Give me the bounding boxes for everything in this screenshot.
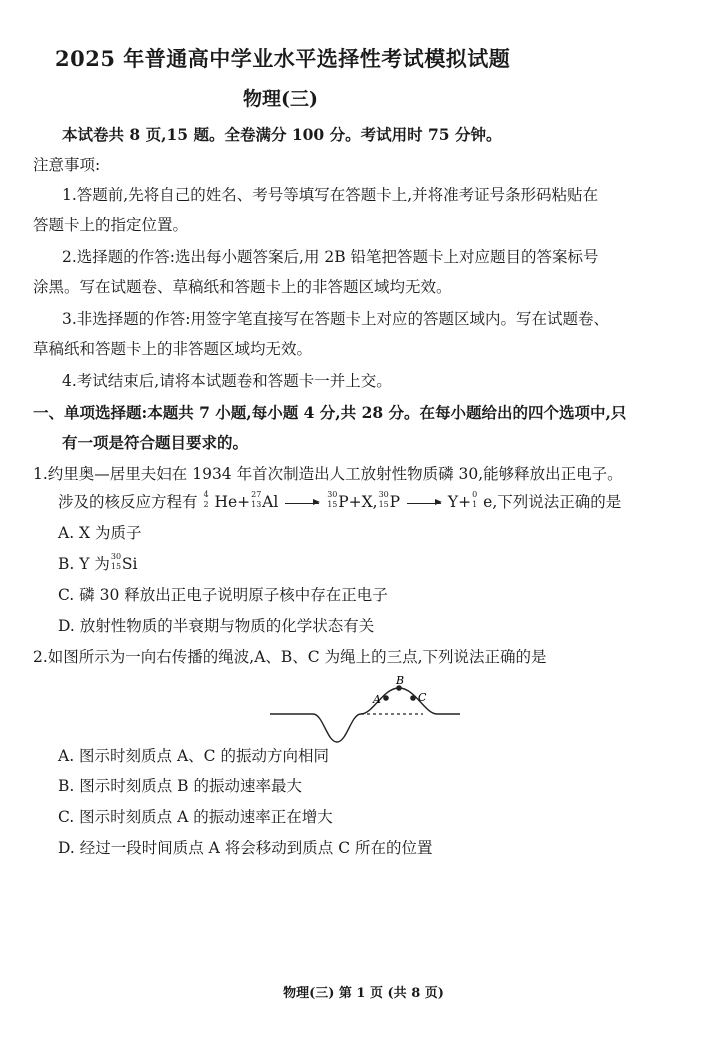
q1-stem-line-2: 涉及的核反应方程有 4 2 He+ 27 13 Al 30 15 P+X, 30 15 P Y+ 0 1 e,下列说法正确的是 — [58, 490, 622, 511]
q1-stem-suffix: ,下列说法正确的是 — [492, 493, 622, 511]
nuclide-phosphorus: 30 15 P — [327, 490, 349, 511]
positron: 0 1 e — [472, 490, 493, 511]
q1-option-c[interactable]: C. 磷 30 释放出正电子说明原子核中存在正电子 — [58, 586, 388, 604]
section-1-heading-line-1: 一、单项选择题:本题共 7 小题,每小题 4 分,共 28 分。在每小题给出的四个选项中,只 — [33, 403, 627, 422]
note-1-line-2: 答题卡上的指定位置。 — [33, 216, 189, 234]
note-3-line-2: 草稿纸和答题卡上的非答题区域均无效。 — [33, 340, 313, 358]
reaction-arrow-icon-2 — [407, 503, 441, 504]
exam-title: 2025 年普通高中学业水平选择性考试模拟试题 — [55, 46, 511, 71]
reaction-arrow-icon — [285, 503, 319, 504]
point-b-label: B — [396, 676, 405, 687]
note-1-line-1: 1.答题前,先将自己的姓名、考号等填写在答题卡上,并将准考证号条形码粘贴在 — [62, 186, 599, 204]
point-a-label: A — [373, 693, 381, 706]
page-footer: 物理(三) 第 1 页 (共 8 页) — [283, 986, 444, 1001]
q2-option-d[interactable]: D. 经过一段时间质点 A 将会移动到质点 C 所在的位置 — [58, 839, 433, 857]
q1-option-d[interactable]: D. 放射性物质的半衰期与物质的化学状态有关 — [58, 617, 375, 635]
note-2-line-1: 2.选择题的作答:选出每小题答案后,用 2B 铅笔把答题卡上对应题目的答案标号 — [62, 248, 599, 266]
point-a-dot — [383, 695, 389, 701]
exam-subtitle: 物理(三) — [243, 88, 318, 110]
note-2-line-2: 涂黑。写在试题卷、草稿纸和答题卡上的非答题区域均无效。 — [33, 278, 452, 296]
nuclide-phosphorus-2: 30 15 P — [378, 490, 401, 511]
q1-option-b[interactable]: B. Y 为 30 15 Si — [58, 552, 138, 573]
q1-stem-prefix: 涉及的核反应方程有 — [58, 493, 198, 511]
q2-option-b[interactable]: B. 图示时刻质点 B 的振动速率最大 — [58, 777, 302, 795]
q2-option-a[interactable]: A. 图示时刻质点 A、C 的振动方向相同 — [58, 747, 329, 765]
q2-stem: 2.如图所示为一向右传播的绳波,A、B、C 为绳上的三点,下列说法正确的是 — [33, 648, 547, 666]
nuclide-helium: 4 2 He — [203, 490, 238, 511]
point-c-dot — [410, 695, 416, 701]
note-4: 4.考试结束后,请将本试题卷和答题卡一并上交。 — [62, 372, 392, 390]
q1-option-a[interactable]: A. X 为质子 — [58, 524, 142, 542]
rope-wave-figure — [265, 676, 465, 746]
note-3-line-1: 3.非选择题的作答:用签字笔直接写在答题卡上对应的答题区域内。写在试题卷、 — [62, 310, 610, 328]
exam-intro: 本试卷共 8 页,15 题。全卷满分 100 分。考试用时 75 分钟。 — [62, 125, 502, 144]
point-c-label: C — [418, 691, 427, 704]
notes-heading: 注意事项: — [33, 156, 101, 174]
q2-option-c[interactable]: C. 图示时刻质点 A 的振动速率正在增大 — [58, 808, 333, 826]
nuclide-silicon: 30 15 Si — [110, 552, 138, 573]
nuclide-aluminium: 27 13 Al — [251, 490, 279, 511]
rope-trough — [313, 714, 361, 742]
q1-stem-line-1: 1.约里奥—居里夫妇在 1934 年首次制造出人工放射性物质磷 30,能够释放出正电子。 — [33, 465, 623, 483]
section-1-heading-line-2: 有一项是符合题目要求的。 — [62, 433, 249, 452]
